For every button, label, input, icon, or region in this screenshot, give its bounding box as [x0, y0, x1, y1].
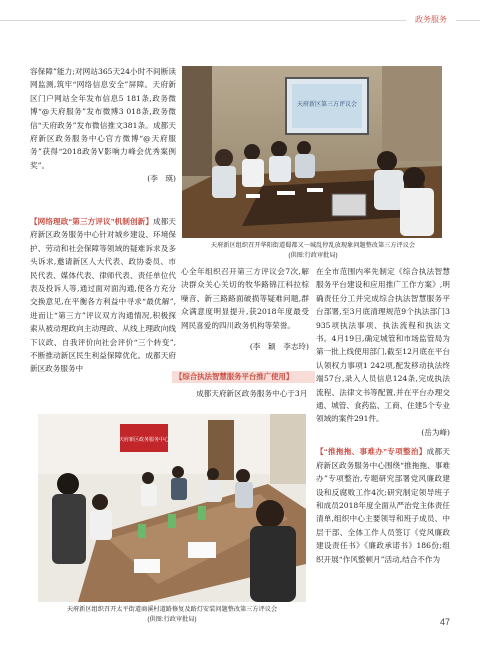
banner-text: 天府新区政务服务中心	[118, 437, 170, 443]
photo-caption-1	[180, 241, 446, 260]
paragraph: 成都天府新区政务服务中心围绕“推拖拖、事难办”专项整治,专题研究部署党风廉政建设和反腐败工作4次;研究制定领导班子和成员2018年度全面从严治党主体责任清单,组织中心主要领导和班子成员、中层干部、全体工作人员签订《党风廉政建设责任书》《廉政承诺书》186份;组织开展“作风整顿月”活动,结合不作为	[316, 447, 450, 564]
byline: (李 瑛)	[147, 174, 176, 184]
caption-line: 天府新区组织召开太平街道商溪村道路修复及路灯安装问题整改第三方评议会	[66, 606, 278, 613]
paragraph: 成都天府新区政务服务中心于3月	[196, 389, 308, 398]
column3-text	[316, 265, 450, 566]
meeting-photo-1-image	[182, 66, 442, 238]
caption-credit: (供图:行政审批局)	[288, 251, 338, 259]
section-title: 【网络理政“第三方评议”机制创新】	[30, 217, 154, 226]
section-title-highlight: 【综合执法智慧服务平台推广使用】	[172, 371, 315, 383]
meeting-photo-1	[182, 66, 442, 238]
caption-credit: (供图:行政审批局)	[147, 615, 197, 623]
paragraph: 在全市范围内率先制定《综合执法智慧服务平台建设和应用推广工作方案》,明确责任分工并完成综合执法智慧服务平台部署,至3月底清理规范9个执法部门3 935项执法事项、执法流程和执法文书。4月19日,确定城管和市场监管局为第一批上线使用部门,截至12月底在平台认领权力事项1 242项,配发移动执法终端57台,录入人员信息124条,完成执法流程、法律文书等配置,并在平台办理交通、城管、食药监、工商、住建5个专业领域的案件291件。	[316, 267, 450, 424]
byline: (岳为峰)	[421, 427, 450, 437]
column1-top-text	[30, 65, 176, 186]
column2-text	[181, 265, 309, 353]
paragraph: 心全年组织召开第三方评议会7次,解决群众关心关切的牧华路锦江科拉棕噪音、新三路路面破损等疑难问题,群众满意度明显提升,获2018年度最受网民喜爱的四川政务机构等荣誉。	[181, 267, 309, 330]
paragraph: 容保障”能力;对网站365天24小时不间断读网监测,筑牢“网络信息安全”屏障。天府新区门户网站全年发布信息5 181条,政务微博“@天府服务”发布微博3 018条,政务微信“天府政务”发布微信推文381条。成都天府新区政务服务中心官方微博“@天府服务”获得“2018政务V影响力峰会优秀案例奖”。	[30, 67, 176, 170]
photo-caption-2	[36, 605, 308, 624]
caption-line: 天府新区组织召开华阳街道蜀都又一城乱停乱放现象问题整改第三方评议会	[210, 242, 416, 249]
paragraph: 成都天府新区政务服务中心针对城乡建设、环境保护、劳动和社会保障等领域的疑难诉求及多头诉求,邀请新区人大代表、政协委员、市民代表、媒体代表、律师代表、责任单位代表及投诉人等,通过面对面沟通,使各方充分交换意见,在平衡各方利益中寻求“最优解”,进而让“第三方”评议双方沟通情况,积极探索从被动理政向主动理政、从线上理政向线下议政、自我评价向社会评价“三个转变”,不断推动新区民生利益保障优化。成都天府新区政务服务中	[30, 217, 177, 374]
screen-text: 天府新区第三方评议会	[296, 101, 358, 108]
byline: (李 颖 李志玲)	[249, 342, 309, 352]
column1-bottom-text	[30, 215, 176, 376]
page-number: 47	[439, 617, 450, 627]
meeting-photo-2	[38, 414, 306, 602]
section-title: 【“推拖拖、事难办”专项整治】	[316, 447, 427, 457]
section-tab: 政务服务	[406, 14, 456, 26]
column2-text-continued	[181, 387, 309, 400]
meeting-photo-2-image	[38, 414, 306, 602]
